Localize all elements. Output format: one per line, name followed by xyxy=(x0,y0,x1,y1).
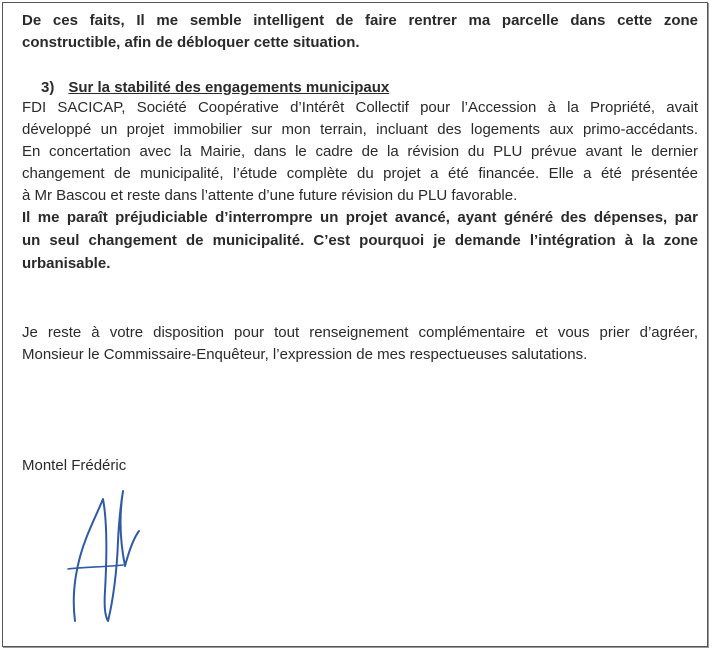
section-title: Sur la stabilité des engagements municipaux xyxy=(68,79,390,96)
signatory-name: Montel Frédéric xyxy=(22,457,127,474)
emphasis-line-3: urbanisable. xyxy=(22,255,111,272)
body-line-2: développé un projet immobilier sur mon terrain, incluant des logements aux primo-accédants. xyxy=(22,121,698,138)
body-line-1: FDI SACICAP, Société Coopérative d’Intérêt Collectif pour l’Accession à la Propriété, avait xyxy=(22,99,698,116)
letter-page xyxy=(2,2,708,647)
intro-line-1: De ces faits, Il me semble intelligent de faire rentrer ma parcelle dans cette zone xyxy=(22,12,698,29)
intro-line-2: constructible, afin de débloquer cette situation. xyxy=(22,34,360,51)
section-heading xyxy=(41,78,389,98)
closing-line-1: Je reste à votre disposition pour tout renseignement complémentaire et vous prier d’agréer, xyxy=(22,324,698,341)
section-number: 3) xyxy=(41,79,55,96)
signature-image xyxy=(63,481,153,631)
body-line-3: En concertation avec la Mairie, dans le cadre de la révision du PLU prévue avant le dernier xyxy=(22,143,698,160)
body-line-4: changement de municipalité, l’étude complète du projet a été financée. Elle a été présentée xyxy=(22,165,698,182)
emphasis-line-2: un seul changement de municipalité. C’est pourquoi je demande l’intégration à la zone xyxy=(22,232,698,249)
body-line-5: à Mr Bascou et reste dans l’attente d’une future révision du PLU favorable. xyxy=(22,187,518,204)
closing-line-2: Monsieur le Commissaire-Enquêteur, l’expression de mes respectueuses salutations. xyxy=(22,346,588,363)
emphasis-line-1: Il me paraît préjudiciable d’interrompre un projet avancé, ayant généré des dépenses, par xyxy=(22,209,698,226)
